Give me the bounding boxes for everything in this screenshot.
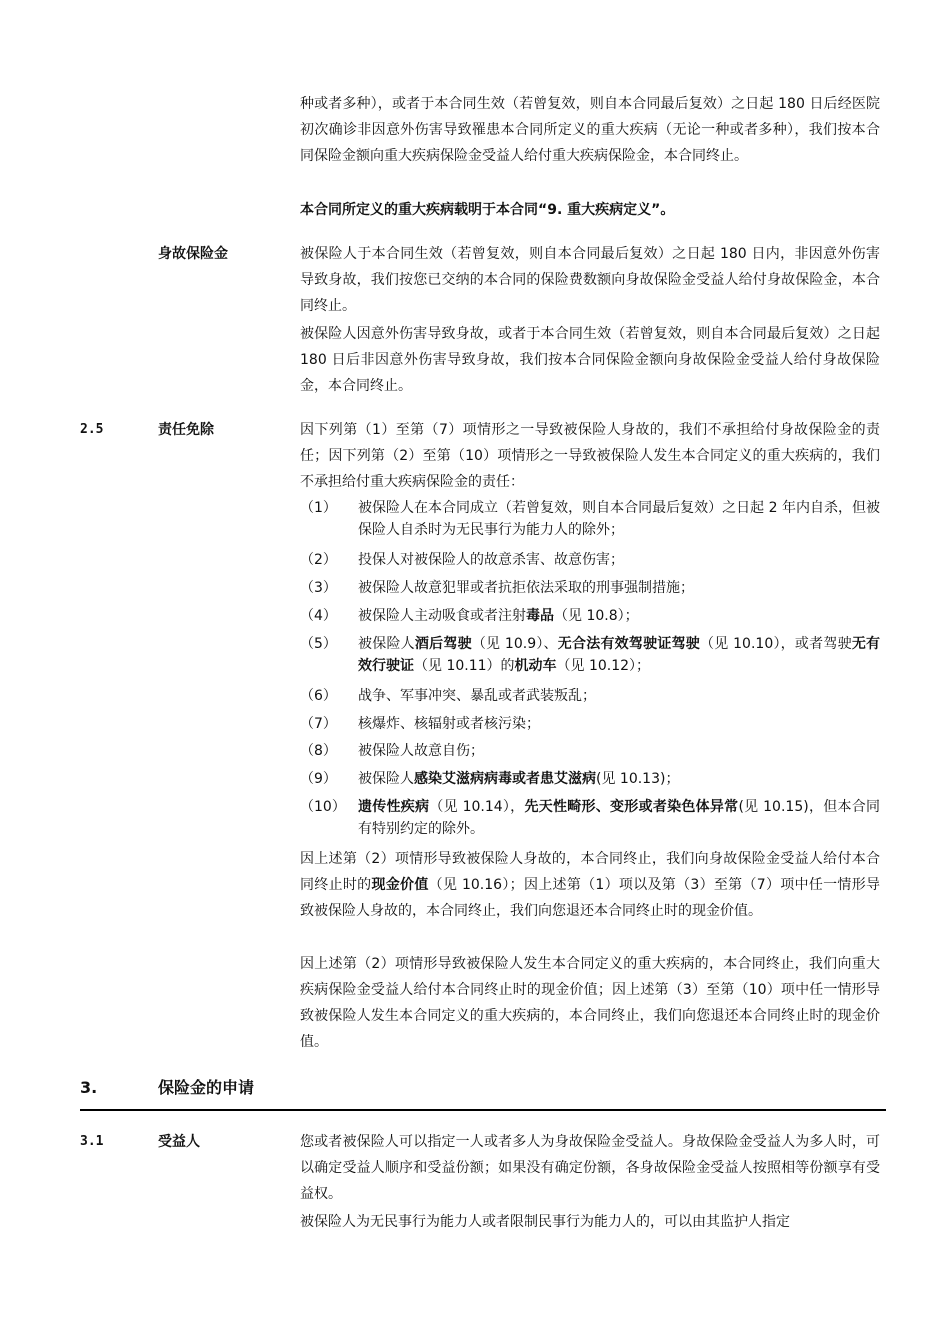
exclusions-consequence-illness: 因上述第（2）项情形导致被保险人发生本合同定义的重大疾病的，本合同终止，我们向重大疾病保险金受益人给付本合同终止时的现金价值；因上述第（3）至第（10）项中任一情形导致被保险人发生本合同定义的重大疾病的，本合同终止，我们向您退还本合同终止时的现金价值。 bbox=[300, 956, 880, 1050]
term-drugs: 毒品 bbox=[526, 608, 554, 624]
section-divider bbox=[80, 1109, 886, 1111]
exclusion-item-number: （5） bbox=[300, 636, 337, 652]
exclusion-item-text: 投保人对被保险人的故意杀害、故意伤害； bbox=[358, 552, 624, 568]
section-number-2-5: 2.5 bbox=[80, 422, 104, 437]
exclusion-item-10 bbox=[300, 796, 880, 840]
exclusion-item-number: （7） bbox=[300, 716, 337, 732]
exclusion-item-number: （1） bbox=[300, 500, 337, 516]
exclusion-item-8 bbox=[300, 740, 880, 762]
critical-illness-paragraph: 种或者多种），或者于本合同生效（若曾复效，则自本合同最后复效）之日起 180 日后经医院初次确诊非因意外伤害导致罹患本合同所定义的重大疾病（无论一种或者多种），我们按本合同保险金额向重大疾病保险金受益人给付重大疾病保险金，本合同终止。 bbox=[300, 96, 880, 164]
exclusion-item-6 bbox=[300, 685, 880, 707]
exclusion-item-5 bbox=[300, 633, 880, 677]
death-benefit-paragraph-2: 被保险人因意外伤害导致身故，或者于本合同生效（若曾复效，则自本合同最后复效）之日起 180 日后非因意外伤害导致身故，我们按本合同保险金额向身故保险金受益人给付身故保险金，本合同终止。 bbox=[300, 326, 880, 394]
exclusion-item-7 bbox=[300, 713, 880, 735]
death-benefit-label: 身故保险金 bbox=[158, 246, 228, 262]
exclusion-item-text: 被保险人在本合同成立（若曾复效，则自本合同最后复效）之日起 2 年内自杀，但被保险人自杀时为无民事行为能力人的除外； bbox=[358, 500, 880, 538]
exclusion-item-text: 被保险人故意自伤； bbox=[358, 743, 484, 759]
term-congenital-malformation: 先天性畸形、变形或者染色体异常 bbox=[524, 799, 739, 815]
exclusion-item-1 bbox=[300, 497, 880, 541]
term-no-vehicle-license: 无有效行驶证 bbox=[358, 636, 881, 674]
exclusion-item-9 bbox=[300, 768, 880, 790]
critical-illness-definition-note: 本合同所定义的重大疾病载明于本合同“9. 重大疾病定义”。 bbox=[300, 202, 675, 218]
term-no-license-driving: 无合法有效驾驶证驾驶 bbox=[557, 636, 701, 652]
exclusion-item-number: （2） bbox=[300, 552, 337, 568]
exclusion-item-text: 被保险人感染艾滋病病毒或者患艾滋病(见 10.13)； bbox=[358, 771, 680, 787]
exclusion-item-text: 被保险人主动吸食或者注射毒品（见 10.8）； bbox=[358, 608, 639, 624]
exclusion-item-number: （3） bbox=[300, 580, 337, 596]
term-hereditary-disease: 遗传性疾病 bbox=[358, 799, 430, 815]
exclusion-item-3 bbox=[300, 577, 880, 599]
exclusion-item-text: 被保险人酒后驾驶（见 10.9）、无合法有效驾驶证驾驶（见 10.10），或者驾驶无有效行驶证（见 10.11）的机动车（见 10.12）； bbox=[358, 636, 881, 674]
term-cash-value: 现金价值 bbox=[371, 877, 429, 893]
death-benefit-paragraph-1: 被保险人于本合同生效（若曾复效，则自本合同最后复效）之日起 180 日内，非因意外伤害导致身故，我们按您已交纳的本合同的保险费数额向身故保险金受益人给付身故保险金，本合同终止。 bbox=[300, 246, 880, 314]
section-number-3: 3. bbox=[80, 1078, 98, 1097]
exclusion-item-text: 战争、军事冲突、暴乱或者武装叛乱； bbox=[358, 688, 596, 704]
exclusion-item-number: （10） bbox=[300, 799, 346, 815]
beneficiary-label: 受益人 bbox=[158, 1134, 200, 1150]
exclusion-item-4 bbox=[300, 605, 880, 627]
exclusion-item-text: 被保险人故意犯罪或者抗拒依法采取的刑事强制措施； bbox=[358, 580, 694, 596]
exclusions-consequence-death: 因上述第（2）项情形导致被保险人身故的，本合同终止，我们向身故保险金受益人给付本合同终止时的现金价值（见 10.16）；因上述第（1）项以及第（3）至第（7）项中任一情形导致被保险人身故的，本合同终止，我们向您退还本合同终止时的现金价值。 bbox=[300, 851, 881, 919]
exclusion-item-text: 核爆炸、核辐射或者核污染； bbox=[358, 716, 540, 732]
exclusions-label: 责任免除 bbox=[158, 422, 214, 438]
exclusion-item-2 bbox=[300, 549, 880, 571]
term-aids: 感染艾滋病病毒或者患艾滋病 bbox=[414, 771, 596, 787]
beneficiary-paragraph-1: 您或者被保险人可以指定一人或者多人为身故保险金受益人。身故保险金受益人为多人时，可以确定受益人顺序和受益份额；如果没有确定份额，各身故保险金受益人按照相等份额享有受益权。 bbox=[300, 1134, 880, 1202]
term-drunk-driving: 酒后驾驶 bbox=[414, 636, 472, 652]
exclusion-item-number: （8） bbox=[300, 743, 337, 759]
beneficiary-paragraph-2: 被保险人为无民事行为能力人或者限制民事行为能力人的，可以由其监护人指定 bbox=[300, 1214, 790, 1230]
exclusion-item-number: （6） bbox=[300, 688, 337, 704]
section-title-claims: 保险金的申请 bbox=[158, 1078, 255, 1097]
exclusions-intro: 因下列第（1）至第（7）项情形之一导致被保险人身故的，我们不承担给付身故保险金的责任；因下列第（2）至第（10）项情形之一导致被保险人发生本合同定义的重大疾病的，我们不承担给付重大疾病保险金的责任： bbox=[300, 422, 880, 490]
section-number-3-1: 3.1 bbox=[80, 1134, 104, 1149]
term-motor-vehicle: 机动车 bbox=[514, 658, 557, 674]
exclusion-item-text: 遗传性疾病（见 10.14），先天性畸形、变形或者染色体异常(见 10.15)，但本合同有特别约定的除外。 bbox=[358, 799, 881, 837]
exclusion-item-number: （9） bbox=[300, 771, 337, 787]
exclusion-item-number: （4） bbox=[300, 608, 337, 624]
